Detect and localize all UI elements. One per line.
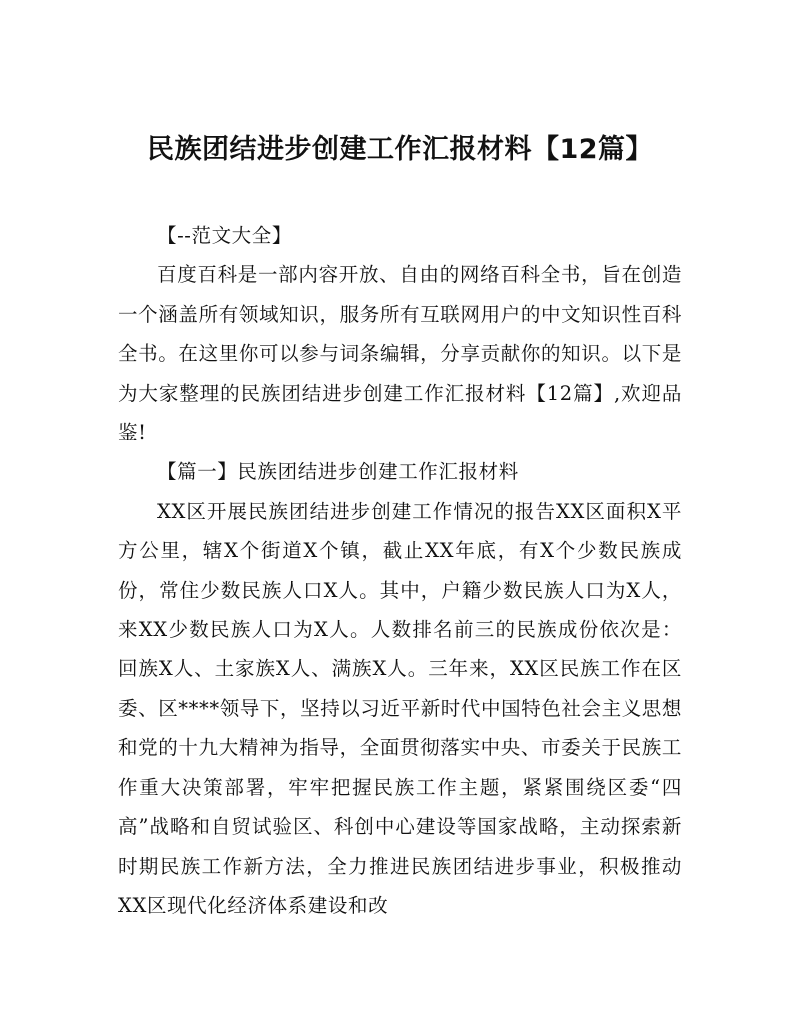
intro-paragraph: 百度百科是一部内容开放、自由的网络百科全书，旨在创造一个涵盖所有领域知识，服务所有互联网用户的中文知识性百科全书。在这里你可以参与词条编辑，分享贡献你的知识。以下是为大家整理的民族团结进步创建工作汇报材料【12篇】,欢迎品鉴! xyxy=(118,263,682,445)
document-title: 民族团结进步创建工作汇报材料【12篇】 xyxy=(146,134,654,165)
section-heading: 【篇一】民族团结进步创建工作汇报材料 xyxy=(157,460,519,484)
source-tag: 【--范文大全】 xyxy=(157,224,292,247)
report-paragraph: XX区开展民族团结进步创建工作情况的报告XX区面积X平方公里，辖X个街道X个镇，截止XX年底，有X个少数民族成份，常住少数民族人口X人。其中，户籍少数民族人口为X人，来XX少数民族人口为X人。人数排名前三的民族成份依次是：回族X人、土家族X人、满族X人。三年来，XX区民族工作在区委、区****领导下，坚持以习近平新时代中国特色社会主义思想和党的十九大精神为指导，全面贯彻落实中央、市委关于民族工作重大决策部署，牢牢把握民族工作主题，紧紧围绕区委“四高”战略和自贸试验区、科创中心建设等国家战略，主动探索新时期民族工作新方法，全力推进民族团结进步事业，积极推动XX区现代化经济体系建设和改 xyxy=(118,499,683,917)
document-body xyxy=(118,216,682,925)
